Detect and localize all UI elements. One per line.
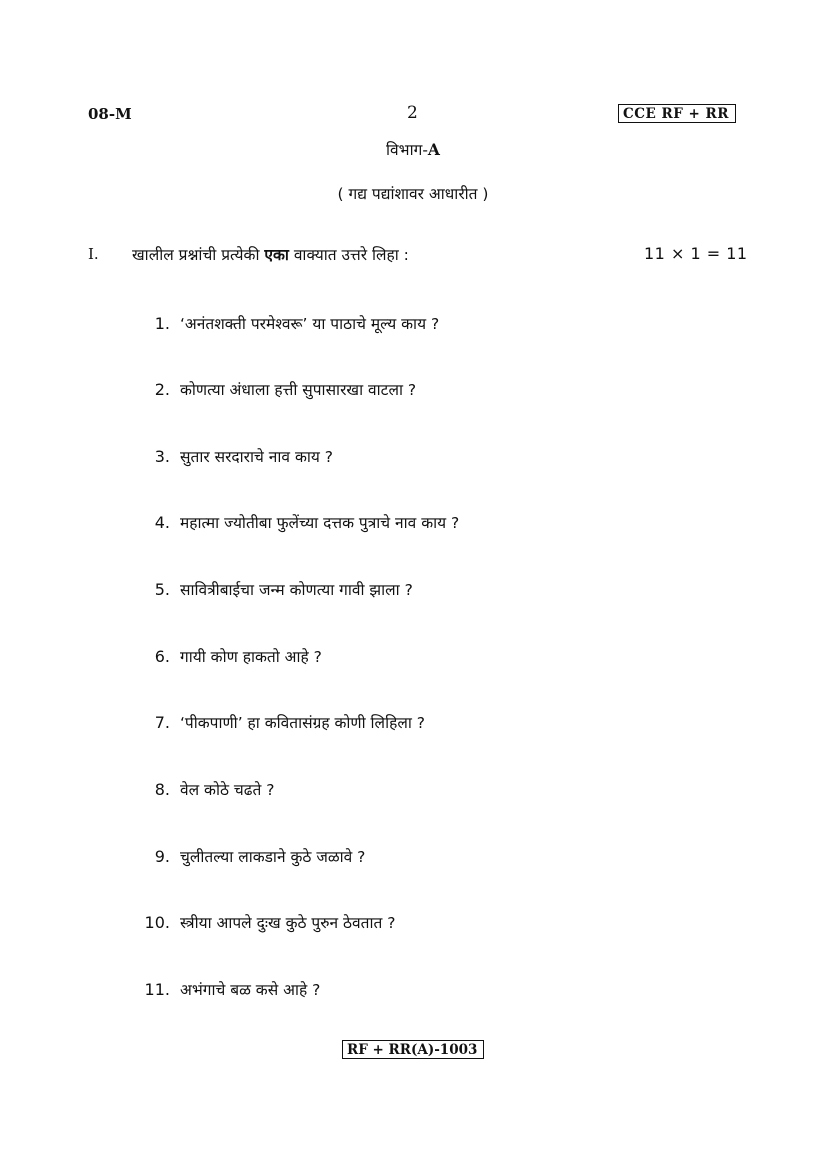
- item-number: 9.: [154, 847, 170, 866]
- item-text: कोणत्या अंधाला हत्ती सुपासारखा वाटला ?: [180, 381, 417, 399]
- section-title-prefix: विभाग-: [386, 141, 428, 159]
- item-text: ‘अनंतशक्ती परमेश्वरू’ या पाठाचे मूल्य काय ?: [180, 315, 440, 333]
- list-item: [130, 378, 416, 402]
- list-item: [130, 711, 425, 735]
- instruction-text-after: वाक्यात उत्तरे लिहा :: [288, 246, 409, 264]
- question-marks: 11 × 1 = 11: [644, 244, 748, 263]
- item-text: ‘पीकपाणी’ हा कवितासंग्रह कोणी लिहिला ?: [180, 714, 425, 732]
- item-number: 8.: [154, 780, 170, 799]
- list-item: [130, 312, 439, 336]
- list-item: [130, 978, 320, 1002]
- list-item: [130, 645, 322, 669]
- list-item: [130, 511, 459, 535]
- instruction-text-before: खालील प्रश्नांची प्रत्येकी: [132, 246, 265, 264]
- item-number: 6.: [154, 647, 170, 666]
- series-code-box: CCE RF + RR: [618, 104, 736, 123]
- item-number: 7.: [154, 713, 170, 732]
- item-number: 10.: [144, 913, 170, 932]
- list-item: [130, 778, 274, 802]
- question-instruction: [132, 243, 409, 265]
- instruction-text-bold: एका: [264, 246, 289, 264]
- list-item: [130, 445, 333, 469]
- item-text: स्त्रीया आपले दुःख कुठे पुरुन ठेवतात ?: [180, 914, 396, 932]
- item-number: 4.: [154, 513, 170, 532]
- page-number: 2: [407, 103, 418, 123]
- item-text: गायी कोण हाकतो आहे ?: [180, 648, 322, 666]
- item-text: वेल कोठे चढते ?: [180, 781, 275, 799]
- item-text: चुलीतल्या लाकडाने कुठे जळावे ?: [180, 848, 366, 866]
- item-number: 3.: [154, 447, 170, 466]
- item-text: सावित्रीबाईचा जन्म कोणत्या गावी झाला ?: [180, 581, 413, 599]
- footer-code-box: RF + RR(A)-1003: [342, 1040, 484, 1059]
- item-text: अभंगाचे बळ कसे आहे ?: [180, 981, 321, 999]
- section-title: [0, 138, 826, 160]
- question-number: I.: [88, 245, 99, 263]
- item-text: सुतार सरदाराचे नाव काय ?: [180, 448, 334, 466]
- item-text: महात्मा ज्योतीबा फुलेंच्या दत्तक पुत्राचे नाव काय ?: [180, 514, 460, 532]
- paper-code: 08-M: [88, 105, 132, 123]
- list-item: [130, 578, 413, 602]
- list-item: [130, 911, 395, 935]
- item-number: 1.: [154, 314, 170, 333]
- section-title-letter: A: [427, 140, 440, 159]
- section-subtitle: ( गद्य पद्यांशावर आधारीत ): [337, 185, 489, 203]
- item-number: 2.: [154, 380, 170, 399]
- item-number: 11.: [144, 980, 170, 999]
- item-number: 5.: [154, 580, 170, 599]
- list-item: [130, 845, 365, 869]
